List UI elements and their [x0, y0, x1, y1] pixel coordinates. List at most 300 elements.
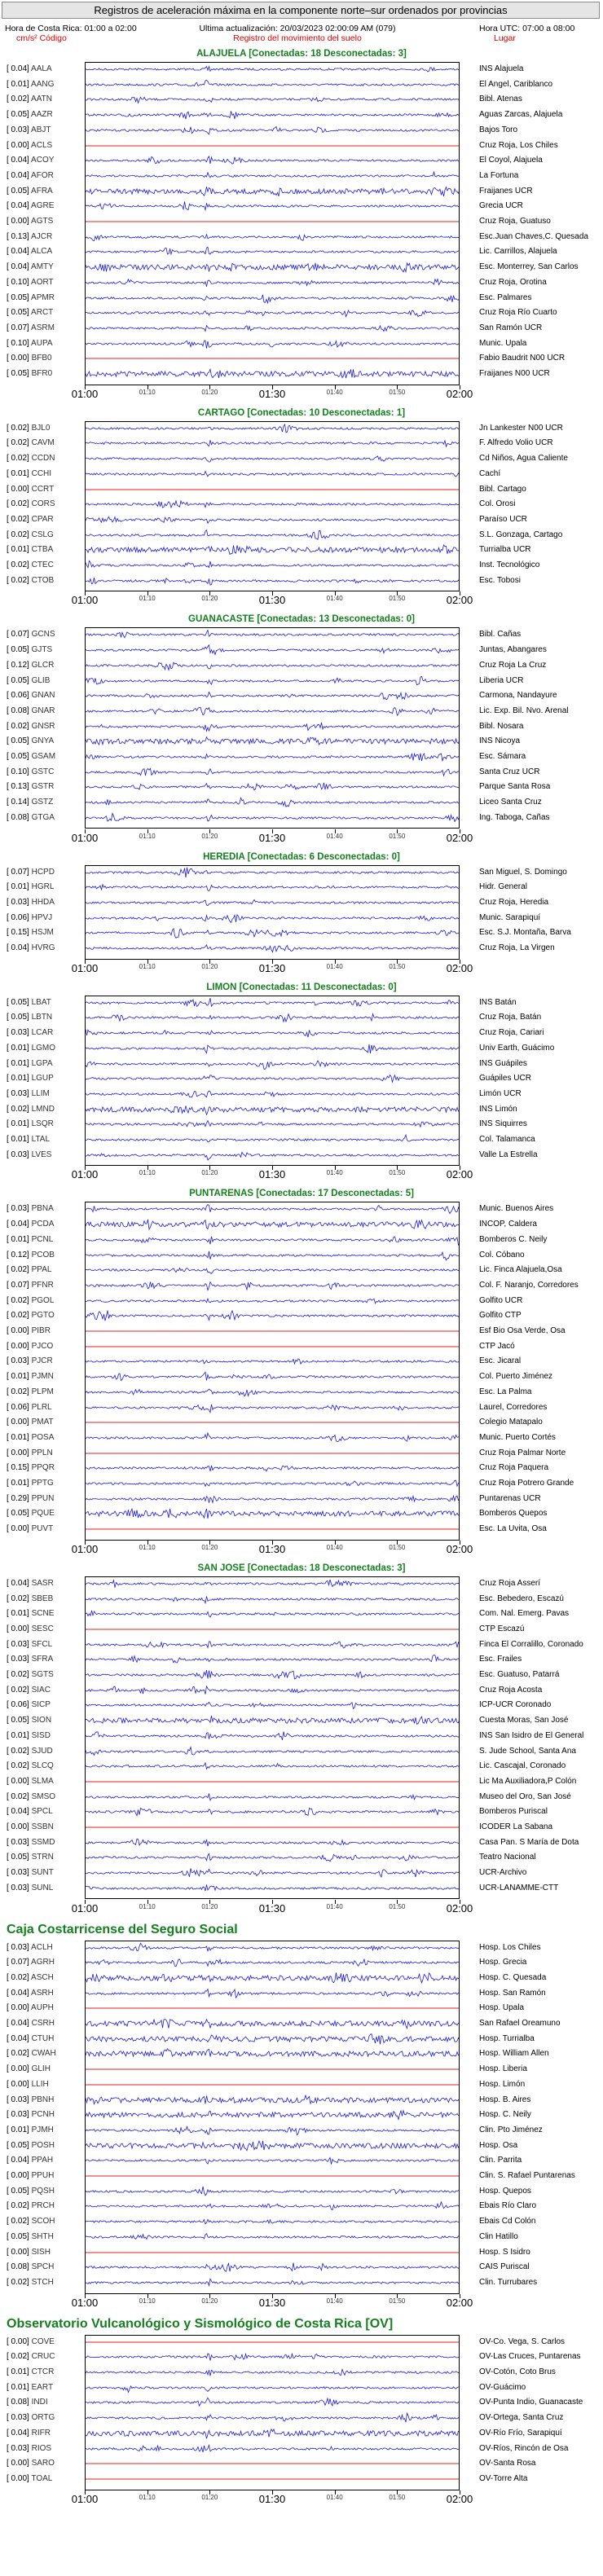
station-label[interactable] — [7, 2459, 55, 2468]
station-label[interactable] — [7, 913, 52, 923]
station-place: Col. Orosi — [479, 499, 516, 509]
x-tick-label: 01:40 — [326, 832, 343, 840]
station-label[interactable] — [7, 545, 53, 555]
station-label[interactable] — [7, 1868, 54, 1878]
station-place: OV-Punta Indio, Guanacaste — [479, 2398, 583, 2407]
station-label[interactable] — [7, 424, 50, 433]
station-label[interactable] — [7, 1989, 54, 1998]
station-label[interactable] — [7, 2141, 55, 2151]
station-label[interactable] — [7, 798, 53, 807]
station-label[interactable] — [7, 2125, 54, 2135]
station-code: ASCH — [31, 1972, 54, 1982]
x-tick-label: 01:20 — [201, 962, 218, 970]
station-label[interactable] — [7, 1135, 50, 1145]
x-tick-label: 01:10 — [139, 595, 156, 603]
station-place: Hosp. William Allen — [479, 2049, 549, 2059]
station-label[interactable] — [7, 676, 50, 686]
station-place: La Fortuna — [479, 170, 519, 180]
station-label[interactable] — [7, 110, 53, 120]
station-label[interactable] — [7, 171, 54, 181]
station-label[interactable] — [7, 2367, 54, 2377]
station-place: Ebais Río Claro — [479, 2201, 537, 2211]
station-label[interactable] — [7, 560, 54, 570]
peak-acceleration: [ 0.04] — [7, 2428, 29, 2438]
station-code: SISH — [31, 2247, 51, 2257]
station-label[interactable] — [7, 2429, 51, 2438]
station-label[interactable] — [7, 2352, 55, 2362]
station-place: Guápiles UCR — [479, 1074, 531, 1084]
peak-acceleration: [ 0.00] — [7, 1448, 29, 1457]
station-code: ARCT — [31, 308, 54, 318]
station-code: ABJT — [31, 125, 51, 134]
station-label[interactable] — [7, 438, 55, 448]
station-label[interactable] — [7, 369, 52, 379]
station-label[interactable] — [7, 95, 52, 104]
station-label[interactable] — [7, 80, 54, 90]
station-place: Teatro Nacional — [479, 1853, 536, 1862]
station-label[interactable] — [7, 1716, 51, 1725]
station-place: Turrialba UCR — [479, 545, 531, 555]
peak-acceleration: [ 0.00] — [7, 1822, 29, 1831]
station-label[interactable] — [7, 1089, 50, 1099]
station-label[interactable] — [7, 1822, 54, 1832]
station-label[interactable] — [7, 1594, 53, 1604]
station-place: Hosp. Osa — [479, 2140, 518, 2150]
plot-frame — [85, 627, 460, 829]
station-label[interactable] — [7, 1028, 53, 1038]
station-label[interactable] — [7, 706, 55, 716]
station-code: EART — [31, 2382, 54, 2392]
station-code: LLIM — [31, 1088, 50, 1098]
station-code: ALCA — [31, 247, 53, 257]
peak-acceleration: [ 0.01] — [7, 1372, 29, 1382]
station-label[interactable] — [7, 1265, 51, 1275]
station-label[interactable] — [7, 1235, 53, 1245]
station-label[interactable] — [7, 1448, 53, 1458]
station-label[interactable] — [7, 1670, 54, 1680]
station-label[interactable] — [7, 630, 55, 640]
station-label[interactable] — [7, 1884, 53, 1893]
station-place: Hosp. C. Quesada — [479, 1972, 547, 1982]
station-label[interactable] — [7, 1296, 54, 1306]
station-place: OV-Río Frío, Sarapiquí — [479, 2428, 562, 2438]
peak-acceleration: [ 0.04] — [7, 247, 29, 257]
station-code: SFRA — [31, 1655, 54, 1664]
peak-acceleration: [ 0.02] — [7, 721, 29, 731]
peak-acceleration: [ 0.04] — [7, 943, 29, 952]
station-code: LTAL — [31, 1135, 51, 1144]
station-label[interactable] — [7, 1973, 54, 1983]
peak-acceleration: [ 0.04] — [7, 156, 29, 165]
station-code: LGUP — [31, 1074, 54, 1084]
peak-acceleration: [ 0.04] — [7, 170, 29, 180]
station-place: Esf Bio Osa Verde, Osa — [479, 1326, 566, 1335]
station-label[interactable] — [7, 998, 51, 1008]
station-label[interactable] — [7, 485, 54, 495]
x-tick-label: 01:20 — [201, 1902, 218, 1910]
station-label[interactable] — [7, 767, 54, 777]
station-code: SUNL — [31, 1883, 54, 1892]
peak-acceleration: [ 0.02] — [7, 560, 29, 569]
station-label[interactable] — [7, 1943, 53, 1953]
peak-acceleration: [ 0.12] — [7, 1250, 29, 1259]
peak-acceleration: [ 0.02] — [7, 1685, 29, 1695]
station-place: Clin. S. Rafael Puntarenas — [479, 2171, 575, 2180]
station-label[interactable] — [7, 2156, 53, 2165]
station-place: Museo del Oro, San José — [479, 1791, 571, 1801]
x-tick-label: 01:20 — [201, 2493, 218, 2501]
peak-acceleration: [ 0.06] — [7, 1402, 29, 1412]
x-tick-label: 01:00 — [71, 1542, 99, 1555]
station-label[interactable] — [7, 2201, 55, 2211]
page-title: Registros de aceleración máxima en la componente norte–sur ordenados por provincias — [94, 4, 508, 16]
station-label[interactable] — [7, 691, 55, 701]
x-tick-label: 01:00 — [71, 1168, 99, 1181]
station-label[interactable] — [7, 2337, 55, 2347]
peak-acceleration: [ 0.01] — [7, 1730, 29, 1740]
x-tick-label: 01:40 — [326, 595, 343, 603]
station-label[interactable] — [7, 576, 54, 586]
station-label[interactable] — [7, 262, 54, 272]
station-label[interactable] — [7, 1807, 53, 1817]
station-place: INS Siquirres — [479, 1119, 527, 1129]
station-label[interactable] — [7, 125, 51, 135]
peak-acceleration: [ 0.01] — [7, 1135, 29, 1144]
station-label[interactable] — [7, 1356, 53, 1366]
station-label[interactable] — [7, 1853, 54, 1862]
station-place: Univ Earth, Guácimo — [479, 1043, 555, 1053]
station-label[interactable] — [7, 2413, 55, 2423]
peak-acceleration: [ 0.05] — [7, 186, 29, 196]
station-code: PFNR — [31, 1280, 54, 1290]
station-label[interactable] — [7, 2383, 53, 2393]
station-label[interactable] — [7, 515, 54, 525]
plot-frame — [85, 1941, 460, 2294]
peak-acceleration: [ 0.00] — [7, 1326, 29, 1335]
station-label[interactable] — [7, 1838, 55, 1848]
station-place: Cruz Roja, La Virgen — [479, 943, 555, 952]
station-label[interactable] — [7, 1761, 54, 1771]
station-label[interactable] — [7, 722, 55, 732]
station-label[interactable] — [7, 1479, 54, 1488]
station-label[interactable] — [7, 339, 53, 349]
x-tick-label: 01:20 — [201, 1543, 218, 1551]
x-tick-label: 01:00 — [71, 1901, 99, 1914]
peak-acceleration: [ 0.05] — [7, 1853, 29, 1862]
station-label[interactable] — [7, 1579, 54, 1589]
station-code: BFR0 — [31, 369, 53, 378]
station-place: ICODER La Sabana — [479, 1822, 553, 1831]
station-place: Lic. Cascajal, Coronado — [479, 1761, 566, 1771]
plot-frame — [85, 1202, 460, 1540]
station-code: LMND — [31, 1104, 55, 1114]
station-code: AGTS — [31, 217, 54, 226]
station-label[interactable] — [7, 293, 55, 303]
station-label[interactable] — [7, 1640, 52, 1650]
peak-acceleration: [ 0.02] — [7, 1746, 29, 1756]
station-label[interactable] — [7, 2474, 52, 2484]
station-label[interactable] — [7, 1044, 55, 1053]
station-label[interactable] — [7, 2248, 51, 2257]
station-code: SHTH — [31, 2231, 54, 2241]
station-code: HSJM — [31, 928, 54, 938]
peak-acceleration: [ 0.08] — [7, 2398, 29, 2407]
peak-acceleration: [ 0.02] — [7, 1670, 29, 1679]
station-label[interactable] — [7, 1747, 53, 1756]
station-label[interactable] — [7, 2003, 54, 2013]
station-label[interactable] — [7, 782, 54, 792]
station-label[interactable] — [7, 943, 55, 953]
station-label[interactable] — [7, 1731, 51, 1741]
peak-acceleration: [ 0.02] — [7, 1791, 29, 1801]
x-tick-label: 01:50 — [389, 1543, 406, 1551]
x-tick-label: 01:10 — [139, 388, 156, 396]
station-place: Limón UCR — [479, 1088, 522, 1098]
station-place: Hosp. Upala — [479, 2003, 525, 2013]
station-code: HHDA — [31, 897, 55, 907]
station-label[interactable] — [7, 187, 53, 196]
peak-acceleration: [ 0.02] — [7, 2352, 29, 2362]
x-tick-label: 02:00 — [446, 2492, 473, 2505]
station-label[interactable] — [7, 1372, 54, 1382]
utc-time: Hora UTC: 07:00 a 08:00 — [479, 24, 575, 33]
station-label[interactable] — [7, 1958, 55, 1967]
x-tick-label: 02:00 — [446, 2296, 473, 2309]
station-label[interactable] — [7, 1494, 54, 1504]
station-place: F. Alfredo Volio UCR — [479, 438, 553, 448]
station-code: PBNH — [31, 2095, 55, 2104]
peak-acceleration: [ 0.01] — [7, 882, 29, 892]
station-label[interactable] — [7, 1624, 54, 1634]
peak-acceleration: [ 0.02] — [7, 1761, 29, 1771]
station-code: ASRH — [31, 1988, 54, 1998]
station-place: OV-Guácimo — [479, 2382, 526, 2392]
peak-acceleration: [ 0.03] — [7, 897, 29, 907]
x-tick-label: 02:00 — [446, 387, 473, 400]
peak-acceleration: [ 0.00] — [7, 2064, 29, 2074]
station-label[interactable] — [7, 1792, 55, 1802]
station-label[interactable] — [7, 2110, 55, 2120]
station-label[interactable] — [7, 1311, 55, 1321]
station-code: SLMA — [31, 1776, 54, 1786]
station-label[interactable] — [7, 898, 55, 908]
station-label[interactable] — [7, 1326, 51, 1336]
station-place: Fabio Baudrit N00 UCR — [479, 354, 566, 363]
peak-acceleration: [ 0.00] — [7, 1418, 29, 1427]
station-label[interactable] — [7, 1105, 55, 1114]
station-label[interactable] — [7, 2095, 54, 2105]
station-label[interactable] — [7, 1204, 54, 1214]
peak-acceleration: [ 0.02] — [7, 575, 29, 585]
station-label[interactable] — [7, 1074, 54, 1084]
station-place: Hosp. Turrialba — [479, 2033, 535, 2043]
x-tick-label: 01:30 — [258, 1542, 286, 1555]
station-label[interactable] — [7, 2064, 51, 2074]
station-label[interactable] — [7, 1524, 53, 1534]
station-code: AAZR — [31, 110, 53, 120]
station-label[interactable] — [7, 247, 52, 257]
station-label[interactable] — [7, 2278, 54, 2288]
station-label[interactable] — [7, 278, 54, 288]
station-label[interactable] — [7, 354, 52, 363]
station-place: OV-Ortega, Santa Cruz — [479, 2413, 564, 2423]
x-tick-label: 01:00 — [71, 2296, 99, 2309]
station-code: SARO — [31, 2459, 55, 2468]
station-code: CAVM — [31, 438, 55, 448]
station-label[interactable] — [7, 2019, 55, 2029]
peak-acceleration: [ 0.01] — [7, 2125, 29, 2134]
peak-acceleration: [ 0.02] — [7, 1387, 29, 1396]
peak-acceleration: [ 0.04] — [7, 1578, 29, 1588]
station-place: OV-Las Cruces, Puntarenas — [479, 2352, 581, 2362]
station-label[interactable] — [7, 1418, 54, 1427]
station-label[interactable] — [7, 1777, 54, 1787]
station-label[interactable] — [7, 2444, 51, 2454]
station-place: El Coyol, Alajuela — [479, 156, 543, 165]
station-code: GCNS — [31, 630, 55, 640]
station-label[interactable] — [7, 1281, 54, 1290]
station-label[interactable] — [7, 2080, 49, 2090]
station-label[interactable] — [7, 141, 52, 151]
station-label[interactable] — [7, 1342, 53, 1352]
station-place: Esc. Tobosi — [479, 575, 521, 585]
peak-acceleration: [ 0.05] — [7, 997, 29, 1007]
station-place: Esc. La Uvita, Osa — [479, 1524, 547, 1534]
station-label[interactable] — [7, 1609, 54, 1619]
station-code: SPCH — [31, 2262, 55, 2272]
station-label[interactable] — [7, 2187, 55, 2196]
station-place: Golfito CTP — [479, 1311, 522, 1321]
station-place: Hosp. C. Neily — [479, 2110, 531, 2120]
peak-acceleration: [ 0.01] — [7, 1432, 29, 1442]
station-label[interactable] — [7, 1119, 54, 1129]
station-code: AFRA — [31, 186, 53, 196]
station-code: PJCO — [31, 1341, 54, 1351]
station-label[interactable] — [7, 217, 53, 226]
station-place: Laurel, Corredores — [479, 1402, 548, 1412]
station-label[interactable] — [7, 499, 55, 509]
station-place: Hosp. Liberia — [479, 2064, 527, 2074]
station-code: SBEB — [31, 1594, 54, 1603]
peak-acceleration: [ 0.05] — [7, 675, 29, 685]
station-code: CTCR — [31, 2367, 55, 2376]
peak-acceleration: [ 0.00] — [7, 354, 29, 363]
station-label[interactable] — [7, 1433, 54, 1443]
peak-acceleration: [ 0.00] — [7, 2247, 29, 2257]
station-code: CPAR — [31, 514, 54, 524]
station-place: Aguas Zarcas, Alajuela — [479, 110, 563, 120]
peak-acceleration: [ 0.01] — [7, 2382, 29, 2392]
station-label[interactable] — [7, 645, 52, 655]
station-label[interactable] — [7, 661, 54, 670]
station-code: AGRH — [31, 1958, 55, 1967]
station-place: Col. F. Naranjo, Corredores — [479, 1280, 579, 1290]
station-label[interactable] — [7, 928, 54, 938]
peak-acceleration: [ 0.03] — [7, 1088, 29, 1098]
station-label[interactable] — [7, 156, 54, 165]
station-place: Hidr. General — [479, 882, 527, 892]
station-code: PPAH — [31, 2156, 54, 2165]
station-code: COVE — [31, 2336, 55, 2346]
peak-acceleration: [ 0.02] — [7, 1295, 29, 1305]
station-place: Hosp. Los Chiles — [479, 1942, 541, 1952]
station-label[interactable] — [7, 1013, 52, 1022]
station-label[interactable] — [7, 2049, 56, 2059]
station-place: INS San Isidro de El General — [479, 1730, 584, 1740]
station-place: Jn Lankester N00 UCR — [479, 423, 563, 433]
station-label[interactable] — [7, 232, 52, 242]
x-tick-label: 02:00 — [446, 1168, 473, 1181]
station-place: OV-Santa Rosa — [479, 2459, 536, 2468]
station-label[interactable] — [7, 308, 53, 318]
peak-acceleration: [ 0.05] — [7, 752, 29, 761]
station-place: Liberia UCR — [479, 675, 524, 685]
station-label[interactable] — [7, 1220, 54, 1229]
peak-acceleration: [ 0.00] — [7, 2459, 29, 2468]
station-label[interactable] — [7, 736, 54, 746]
station-label[interactable] — [7, 2398, 48, 2407]
station-label[interactable] — [7, 323, 55, 333]
station-label[interactable] — [7, 1150, 51, 1160]
station-place: Cruz Roja, Orotina — [479, 277, 547, 287]
station-code: PJMH — [31, 2125, 54, 2134]
plot-frame — [85, 421, 460, 592]
station-code: AUPH — [31, 2003, 54, 2013]
station-place: Munic. Buenos Aires — [479, 1204, 554, 1214]
station-label[interactable] — [7, 1059, 53, 1069]
station-label[interactable] — [7, 882, 54, 892]
station-label[interactable] — [7, 813, 55, 823]
station-label[interactable] — [7, 1463, 55, 1473]
station-place: UCR-LANAMME-CTT — [479, 1883, 559, 1892]
station-code: GSTC — [31, 767, 55, 776]
peak-acceleration: [ 0.06] — [7, 691, 29, 701]
station-label[interactable] — [7, 2262, 54, 2272]
station-code: POSH — [31, 2140, 55, 2150]
station-label[interactable] — [7, 1509, 55, 1519]
station-label[interactable] — [7, 2034, 54, 2044]
station-label[interactable] — [7, 1655, 53, 1664]
station-place: Bibl. Cartago — [479, 484, 526, 494]
station-label[interactable] — [7, 2217, 55, 2227]
station-label[interactable] — [7, 1700, 51, 1710]
station-code: LLIH — [31, 2079, 49, 2089]
station-label[interactable] — [7, 2232, 54, 2242]
station-place: Esc. Guatuso, Patarrá — [479, 1670, 560, 1679]
station-place: Santa Cruz UCR — [479, 767, 540, 776]
station-label[interactable] — [7, 1387, 54, 1397]
station-label[interactable] — [7, 2171, 54, 2181]
peak-acceleration: [ 0.05] — [7, 308, 29, 318]
peak-acceleration: [ 0.12] — [7, 660, 29, 670]
station-label[interactable] — [7, 201, 54, 211]
station-label[interactable] — [7, 64, 52, 74]
station-code: SMSO — [31, 1791, 56, 1801]
station-label[interactable] — [7, 1251, 55, 1260]
station-label[interactable] — [7, 1403, 52, 1413]
station-code: LCAR — [31, 1028, 54, 1038]
station-place: INS Guápiles — [479, 1058, 527, 1068]
station-label[interactable] — [7, 752, 55, 762]
station-label[interactable] — [7, 454, 55, 464]
station-label[interactable] — [7, 868, 55, 877]
peak-acceleration: [ 0.00] — [7, 2171, 29, 2180]
station-label[interactable] — [7, 530, 54, 540]
station-label[interactable] — [7, 469, 51, 479]
station-label[interactable] — [7, 1686, 51, 1695]
peak-acceleration: [ 0.04] — [7, 262, 29, 272]
peak-acceleration: [ 0.03] — [7, 2110, 29, 2120]
